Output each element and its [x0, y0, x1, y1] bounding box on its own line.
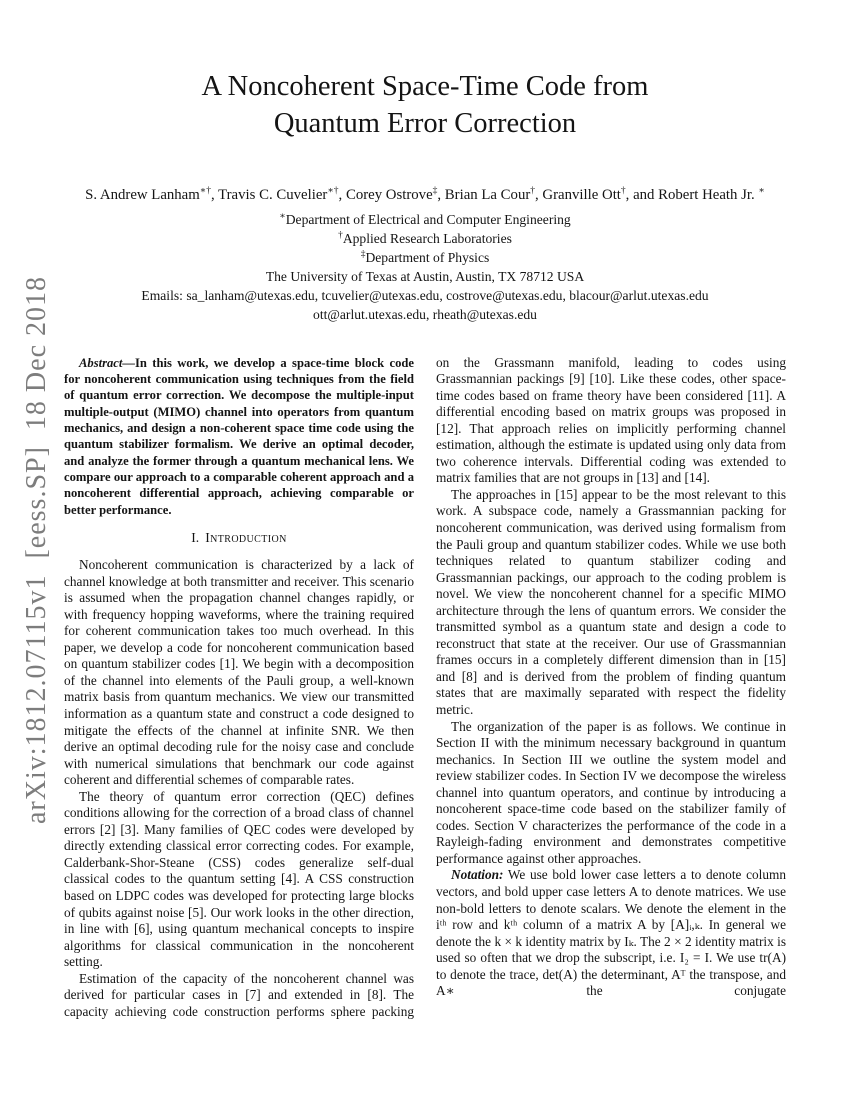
- author-name: , Corey Ostrove: [338, 187, 433, 204]
- affiliation-text: Department of Electrical and Computer Engineering: [285, 212, 571, 228]
- affiliation-line: [64, 248, 786, 267]
- author-name: , Brian La Cour: [437, 187, 531, 204]
- affiliation-text: Department of Physics: [365, 250, 490, 266]
- section-heading-introduction: [64, 530, 414, 547]
- abstract-label: Abstract—: [79, 355, 135, 370]
- affiliation-line: [64, 267, 786, 286]
- section-number: I.: [191, 530, 200, 546]
- section-title: Introduction: [205, 530, 287, 546]
- author-line: [64, 186, 786, 205]
- two-column-body: [64, 355, 786, 1021]
- paragraph-organization: The organization of the paper is as follows. We continue in Section II with the minimum necessary background in quantum mechanics. In Section III we outline the system model and review stabilizer codes. In Section IV we decompose the wireless channel into quantum operators, and continue by introducing a noncoherent space-time code based on the stabilizer family of codes. Section V characterizes the performance of the code in a Rayleigh-fading environment and demonstrates competitive performance against other approaches.: [436, 718, 786, 866]
- affiliation-block: [64, 210, 786, 324]
- notation-label: Notation:: [451, 867, 504, 883]
- paragraph-notation: [436, 867, 786, 999]
- paper-header: [64, 68, 786, 325]
- affiliation-marker: ∗: [279, 211, 286, 222]
- paper-title: [64, 68, 786, 142]
- arxiv-watermark: arXiv:1812.07115v1 [eess.SP] 18 Dec 2018: [21, 275, 52, 825]
- email-line-2: ott@arlut.utexas.edu, rheath@utexas.edu: [313, 307, 537, 323]
- author-affil-marker: †: [530, 186, 536, 197]
- affiliation-text: The University of Texas at Austin, Austin, TX 78712 USA: [265, 269, 585, 285]
- left-column: [64, 355, 414, 1021]
- notation-text: We use bold lower case letters a to denote column vectors, and bold upper case letters A to denote matrices. We use non-bold letters to denote scalars. We denote the element in the iᵗʰ row and kᵗʰ column of a matrix A by [A]ᵢ,ₖ. In general we denote the k × k identity matrix by Iₖ. The 2 × 2 identity matrix is used so often that we drop the subscript, i.e. I₂ = I. We use tr(A) to denote the trace, det(A) the determinant, Aᵀ the transpose, and A∗ the conjugate: [436, 867, 786, 999]
- author-affil-marker: ∗†: [199, 186, 211, 197]
- right-column: [436, 355, 786, 1021]
- paragraph-intro-2: The theory of quantum error correction (QEC) defines conditions allowing for the correction of a broad class of channel errors [2] [3]. Many families of QEC codes were developed by directly extending classical error correcting codes. For example, Calderbank-Shor-Steane (CSS) codes generalize self-dual classical codes to the quantum setting [4]. A CSS construction based on LDPC codes was developed for protecting large blocks of qubits against noise [5]. Our work looks in the other direction, in line with [6], using quantum mechanical concepts to inspire algorithms for classical communication in the noncoherent setting.: [64, 788, 414, 970]
- author-name: S. Andrew Lanham: [85, 187, 200, 204]
- author-name: , Granville Ott: [535, 187, 621, 204]
- abstract-text: In this work, we develop a space-time block code for noncoherent communication using techniques from the field of quantum error correction. We decompose the multiple-input multiple-output (MIMO) channel into operators from quantum mechanics, and design a non-coherent space time code using the quantum stabilizer formalism. We derive an optimal decoder, and analyze the former through a quantum mechanical lens. We compare our approach to a comparable coherent approach and a noncoherent differential approach, achieving comparable or better performance.: [64, 355, 414, 517]
- affiliation-line: [64, 210, 786, 229]
- author-affil-marker: ∗†: [327, 186, 339, 197]
- affiliation-marker: †: [338, 230, 343, 241]
- author-affil-marker: ∗: [758, 186, 765, 197]
- affiliation-marker: ‡: [360, 249, 366, 260]
- email-line-1: Emails: sa_lanham@utexas.edu, tcuvelier@utexas.edu, costrove@utexas.edu, blacour@arlut.utexas.edu: [141, 288, 709, 304]
- paragraph-intro-3-continued: on the Grassmann manifold, leading to codes using Grassmannian packings [9] [10]. Like these codes, other space-time codes based on frame theory have been considered [11]. A differential encoding based on matrix groups was proposed in [12]. That approach relies on implicitly performing channel estimation, although the estimate is updated using only data from two coherence intervals. Differential coding was extended to matrix families that are not groups in [13] and [14].: [436, 354, 786, 486]
- title-line-1: A Noncoherent Space-Time Code from: [201, 71, 649, 102]
- title-line-2: Quantum Error Correction: [273, 108, 577, 140]
- paragraph-intro-4: The approaches in [15] appear to be the most relevant to this work. A subspace code, namely a Grassmannian packing for noncoherent communication, was derived using formalism from the Pauli group and quantum stabilizer codes. While we use both techniques related to quantum stabilizer coding and Grassmannian packings, our approach to the coding problem is novel. We view the noncoherent channel for a specific MIMO architecture through the lens of quantum errors. We consider the transmitted symbol as a quantum state and design a code to reconstruct that state at the receiver. Our use of Grassmannian frames occurs in a completely different dimension than in [15] and [8] and is derived from the problem of finding quantum states that are maximally separated with respect the fidelity metric.: [436, 486, 786, 717]
- author-affil-marker: †: [620, 186, 626, 197]
- paragraph-intro-3: Estimation of the capacity of the noncoherent channel was derived for particular cases in [7] and extended in [8]. The capacity achieving code construction performs sphere packing: [64, 970, 414, 1019]
- author-name: , and Robert Heath Jr.: [625, 187, 759, 204]
- affiliation-line: [64, 229, 786, 248]
- paragraph-intro-1: Noncoherent communication is characterized by a lack of channel knowledge at both transmitter and receiver. This scenario is assumed when the propagation channel changes rapidly, or with frequency hopping waveforms, where the training required for coherent communication takes too much overhead. In this paper, we develop a code for noncoherent communication based on quantum stabilizer codes [1]. We begin with a decomposition of the channel into elements of the Pauli group, a well-known matrix basis from quantum mechanics. We view our transmitted information as a quantum state and construct a code designed to mitigate the effects of the channel at infinite SNR. We then derive an optimal decoding rule for the noisy case and conclude with numerical simulations that benchmark our code against coherent and differential schemes of comparable rates.: [64, 557, 414, 788]
- abstract: [64, 355, 414, 519]
- affiliation-text: Applied Research Laboratories: [342, 231, 512, 247]
- author-affil-marker: ‡: [432, 186, 438, 197]
- author-name: , Travis C. Cuvelier: [210, 187, 328, 204]
